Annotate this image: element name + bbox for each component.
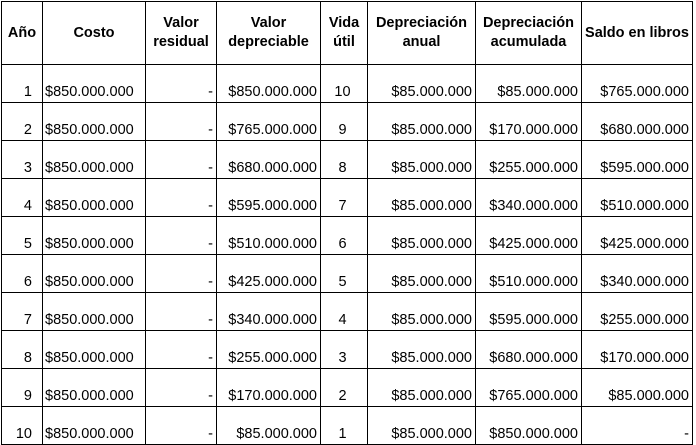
header-anio: Año <box>2 2 43 65</box>
header-depreciacion-anual: Depreciación anual <box>368 2 476 65</box>
cell-costo: $850.000.000 <box>43 65 146 103</box>
cell-vida-util: 10 <box>321 65 368 103</box>
table-row <box>2 331 693 369</box>
cell-valor-depreciable: $765.000.000 <box>217 103 321 141</box>
cell-anio: 10 <box>2 407 43 445</box>
cell-valor-depreciable: $425.000.000 <box>217 255 321 293</box>
cell-vida-util: 3 <box>321 331 368 369</box>
cell-depreciacion-acumulada: $85.000.000 <box>476 65 582 103</box>
table-body <box>2 65 693 445</box>
cell-depreciacion-anual: $85.000.000 <box>368 293 476 331</box>
cell-vida-util: 4 <box>321 293 368 331</box>
cell-valor-residual: - <box>146 407 217 445</box>
cell-costo: $850.000.000 <box>43 293 146 331</box>
cell-depreciacion-anual: $85.000.000 <box>368 255 476 293</box>
cell-anio: 3 <box>2 141 43 179</box>
cell-saldo-en-libros: $595.000.000 <box>582 141 693 179</box>
cell-costo: $850.000.000 <box>43 103 146 141</box>
cell-saldo-en-libros: $680.000.000 <box>582 103 693 141</box>
cell-saldo-en-libros: - <box>582 407 693 445</box>
cell-depreciacion-acumulada: $255.000.000 <box>476 141 582 179</box>
cell-depreciacion-anual: $85.000.000 <box>368 65 476 103</box>
cell-vida-util: 5 <box>321 255 368 293</box>
cell-anio: 8 <box>2 331 43 369</box>
cell-depreciacion-anual: $85.000.000 <box>368 407 476 445</box>
cell-depreciacion-acumulada: $765.000.000 <box>476 369 582 407</box>
cell-valor-residual: - <box>146 293 217 331</box>
table-row <box>2 141 693 179</box>
cell-anio: 2 <box>2 103 43 141</box>
cell-valor-depreciable: $85.000.000 <box>217 407 321 445</box>
cell-anio: 6 <box>2 255 43 293</box>
cell-anio: 7 <box>2 293 43 331</box>
cell-costo: $850.000.000 <box>43 369 146 407</box>
cell-valor-residual: - <box>146 255 217 293</box>
cell-valor-residual: - <box>146 179 217 217</box>
cell-costo: $850.000.000 <box>43 255 146 293</box>
cell-depreciacion-acumulada: $850.000.000 <box>476 407 582 445</box>
cell-costo: $850.000.000 <box>43 179 146 217</box>
cell-depreciacion-anual: $85.000.000 <box>368 369 476 407</box>
cell-depreciacion-acumulada: $425.000.000 <box>476 217 582 255</box>
table-row <box>2 217 693 255</box>
cell-depreciacion-acumulada: $595.000.000 <box>476 293 582 331</box>
cell-costo: $850.000.000 <box>43 217 146 255</box>
cell-saldo-en-libros: $255.000.000 <box>582 293 693 331</box>
cell-vida-util: 8 <box>321 141 368 179</box>
table-row <box>2 369 693 407</box>
cell-saldo-en-libros: $170.000.000 <box>582 331 693 369</box>
header-depreciacion-acumulada: Depreciación acumulada <box>476 2 582 65</box>
cell-saldo-en-libros: $85.000.000 <box>582 369 693 407</box>
table-row <box>2 255 693 293</box>
cell-depreciacion-anual: $85.000.000 <box>368 217 476 255</box>
header-vida-util: Vida útil <box>321 2 368 65</box>
cell-valor-depreciable: $680.000.000 <box>217 141 321 179</box>
cell-depreciacion-anual: $85.000.000 <box>368 331 476 369</box>
cell-depreciacion-acumulada: $510.000.000 <box>476 255 582 293</box>
cell-anio: 5 <box>2 217 43 255</box>
cell-depreciacion-anual: $85.000.000 <box>368 179 476 217</box>
cell-depreciacion-acumulada: $170.000.000 <box>476 103 582 141</box>
cell-costo: $850.000.000 <box>43 331 146 369</box>
cell-saldo-en-libros: $765.000.000 <box>582 65 693 103</box>
cell-depreciacion-anual: $85.000.000 <box>368 141 476 179</box>
cell-vida-util: 1 <box>321 407 368 445</box>
cell-anio: 1 <box>2 65 43 103</box>
cell-vida-util: 9 <box>321 103 368 141</box>
header-valor-residual: Valor residual <box>146 2 217 65</box>
header-valor-depreciable: Valor depreciable <box>217 2 321 65</box>
header-costo: Costo <box>43 2 146 65</box>
table-row <box>2 293 693 331</box>
cell-valor-depreciable: $850.000.000 <box>217 65 321 103</box>
cell-saldo-en-libros: $340.000.000 <box>582 255 693 293</box>
cell-valor-residual: - <box>146 369 217 407</box>
cell-anio: 9 <box>2 369 43 407</box>
cell-vida-util: 7 <box>321 179 368 217</box>
cell-valor-residual: - <box>146 65 217 103</box>
cell-valor-residual: - <box>146 141 217 179</box>
cell-saldo-en-libros: $425.000.000 <box>582 217 693 255</box>
table-row <box>2 407 693 445</box>
cell-valor-residual: - <box>146 103 217 141</box>
header-saldo-en-libros: Saldo en libros <box>582 2 693 65</box>
cell-depreciacion-acumulada: $680.000.000 <box>476 331 582 369</box>
cell-valor-depreciable: $510.000.000 <box>217 217 321 255</box>
cell-valor-residual: - <box>146 331 217 369</box>
cell-saldo-en-libros: $510.000.000 <box>582 179 693 217</box>
table-row <box>2 103 693 141</box>
header-row <box>2 2 693 65</box>
table-row <box>2 65 693 103</box>
cell-valor-residual: - <box>146 217 217 255</box>
cell-anio: 4 <box>2 179 43 217</box>
cell-costo: $850.000.000 <box>43 141 146 179</box>
cell-depreciacion-acumulada: $340.000.000 <box>476 179 582 217</box>
cell-valor-depreciable: $340.000.000 <box>217 293 321 331</box>
cell-vida-util: 2 <box>321 369 368 407</box>
cell-valor-depreciable: $595.000.000 <box>217 179 321 217</box>
cell-depreciacion-anual: $85.000.000 <box>368 103 476 141</box>
cell-valor-depreciable: $255.000.000 <box>217 331 321 369</box>
cell-valor-depreciable: $170.000.000 <box>217 369 321 407</box>
depreciation-table <box>1 1 693 445</box>
cell-vida-util: 6 <box>321 217 368 255</box>
table-row <box>2 179 693 217</box>
cell-costo: $850.000.000 <box>43 407 146 445</box>
